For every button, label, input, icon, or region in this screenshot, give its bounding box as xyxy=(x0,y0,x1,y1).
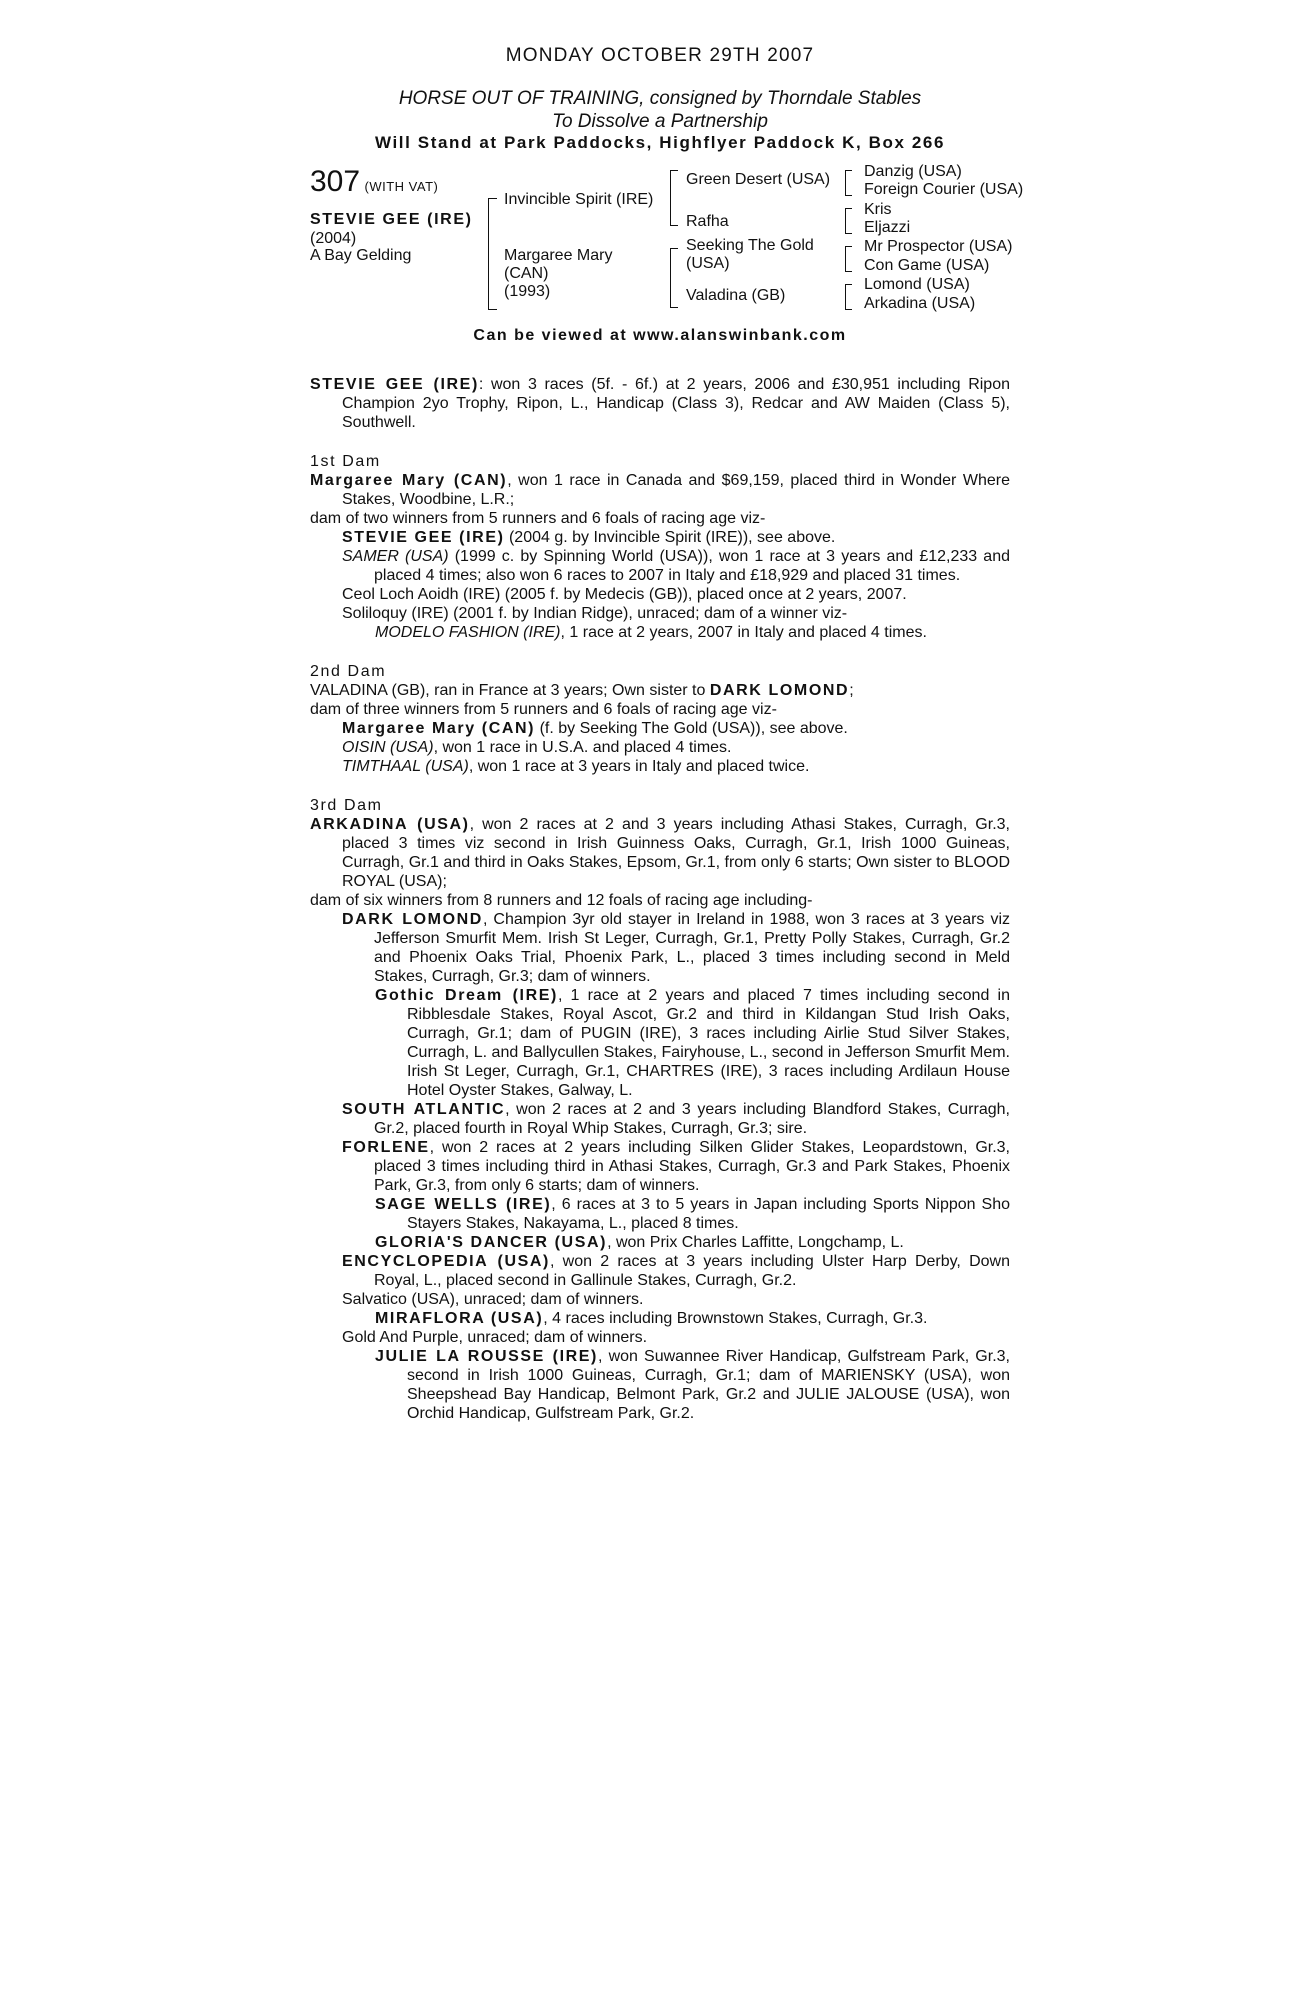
vat-note: (WITH VAT) xyxy=(364,179,439,194)
produce-text: , won 2 races at 3 years including Ulster Harp Derby, Down Royal, L., placed second in Gallinule Stakes, Curragh, Gr.2. xyxy=(374,1253,1010,1289)
produce-name: OISIN (USA) xyxy=(342,739,434,756)
third-dam-name: ARKADINA (USA) xyxy=(310,816,470,833)
third-dam-heading: 3rd Dam xyxy=(310,797,383,814)
produce-text: , 6 races at 3 to 5 years in Japan including Sports Nippon Sho Stayers Stakes, Nakayama, L., placed 8 times. xyxy=(407,1196,1011,1232)
pedigree-brace xyxy=(670,248,678,308)
produce-name: MODELO FASHION (IRE) xyxy=(375,624,561,641)
horse-description: A Bay Gelding xyxy=(310,247,412,264)
sire: Invincible Spirit (IRE) xyxy=(504,191,654,208)
produce-entry xyxy=(310,1347,1010,1423)
produce-entry xyxy=(310,547,1010,585)
produce-entry: Ceol Loch Aoidh (IRE) (2005 f. by Medecis (GB)), placed once at 2 years, 2007. xyxy=(342,586,907,603)
produce-name: Gothic Dream (IRE) xyxy=(375,987,558,1004)
first-dam-produce-line: dam of two winners from 5 runners and 6 foals of racing age viz- xyxy=(310,510,766,527)
produce-entry: Gold And Purple, unraced; dam of winners. xyxy=(342,1329,648,1346)
dam-dam: Valadina (GB) xyxy=(686,287,786,304)
dam-sire-line2: (USA) xyxy=(686,255,730,272)
produce-name: DARK LOMOND xyxy=(342,911,483,928)
second-dam-heading: 2nd Dam xyxy=(310,663,387,680)
first-dam-entry xyxy=(310,471,1010,509)
produce-name: SAMER (USA) xyxy=(342,548,449,565)
ped-sdd: Eljazzi xyxy=(864,219,911,236)
produce-text: , 4 races including Brownstown Stakes, Curragh, Gr.3. xyxy=(543,1310,928,1327)
horse-summary xyxy=(310,375,1010,432)
produce-name: ENCYCLOPEDIA (USA) xyxy=(342,1253,550,1270)
produce-name: SAGE WELLS (IRE) xyxy=(375,1196,552,1213)
produce-text: (1999 c. by Spinning World (USA)), won 1 race at 3 years and £12,233 and placed 4 times; also won 6 races to 2007 in Italy and £18,929 and placed 31 times. xyxy=(374,548,1010,584)
second-dam-text-end: ; xyxy=(849,682,854,699)
produce-name: GLORIA'S DANCER (USA) xyxy=(375,1234,608,1251)
produce-entry xyxy=(310,1252,1010,1290)
foal-year: (2004) xyxy=(310,230,357,247)
first-dam-text: , won 1 race in Canada and $69,159, placed third in Wonder Where Stakes, Woodbine, L.R.; xyxy=(342,472,1010,508)
ped-sds: Kris xyxy=(864,201,892,218)
produce-entry xyxy=(310,1100,1010,1138)
produce-entry xyxy=(310,623,1010,642)
lot-number-line xyxy=(310,166,438,198)
pedigree-brace xyxy=(845,284,852,310)
produce-entry xyxy=(310,757,1010,776)
third-dam-entry xyxy=(310,815,1010,891)
produce-entry xyxy=(310,1233,1010,1252)
produce-entry xyxy=(310,986,1010,1100)
sire-dam: Rafha xyxy=(686,213,729,230)
produce-name: TIMTHAAL (USA) xyxy=(342,758,469,775)
pedigree-brace xyxy=(488,198,497,310)
pedigree-block xyxy=(310,163,1024,324)
produce-text: , 1 race at 2 years and placed 7 times including second in Ribblesdale Stakes, Royal Ascot, Gr.2 and third in Kildangan Stud Irish Oaks, Curragh, Gr.1; dam of PUGIN (IRE), 3 races including Airlie Stud Silver Stakes, Curragh, L. and Ballycullen Stakes, Fairyhouse, L., second in Jefferson Smurfit Mem. Irish St Leger, Curragh, Gr.1, CHARTRES (IRE), 3 races including Ardilaun House Hotel Oyster Stakes, Galway, L. xyxy=(407,987,1010,1099)
lot-number: 307 xyxy=(310,165,361,198)
ped-sss: Danzig (USA) xyxy=(864,163,962,180)
pedigree-brace xyxy=(845,246,852,272)
dam-line3: (1993) xyxy=(504,283,551,300)
produce-text: , 1 race at 2 years, 2007 in Italy and placed 4 times. xyxy=(560,624,927,641)
ped-dds: Lomond (USA) xyxy=(864,276,970,293)
produce-text: , won 1 race in U.S.A. and placed 4 times. xyxy=(433,739,732,756)
catalogue-text xyxy=(310,375,1010,1423)
produce-name: STEVIE GEE (IRE) xyxy=(342,529,505,546)
produce-entry xyxy=(310,1195,1010,1233)
produce-text: , won Prix Charles Laffitte, Longchamp, L. xyxy=(607,1234,904,1251)
consignor-line: HORSE OUT OF TRAINING, consigned by Thorndale Stables xyxy=(398,88,922,109)
summary-horse-name: STEVIE GEE (IRE) xyxy=(310,376,479,393)
second-dam-entry xyxy=(310,681,1010,700)
third-dam-produce-line: dam of six winners from 8 runners and 12 foals of racing age including- xyxy=(310,892,813,909)
ped-ssd: Foreign Courier (USA) xyxy=(864,181,1024,198)
summary-text: : won 3 races (5f. - 6f.) at 2 years, 2006 and £30,951 including Ripon Champion 2yo Trophy, Ripon, L., Handicap (Class 3), Redcar and AW Maiden (Class 5), Southwell. xyxy=(342,376,1011,431)
produce-text: (2004 g. by Invincible Spirit (IRE)), see above. xyxy=(504,529,836,546)
produce-name: MIRAFLORA (USA) xyxy=(375,1310,544,1327)
produce-entry xyxy=(310,1309,1010,1328)
produce-text: , won 2 races at 2 years including Silken Glider Stakes, Leopardstown, Gr.3, placed 3 times including third in Athasi Stakes, Curragh, Gr.3 and Park Stakes, Phoenix Park, Gr.3, from only 6 starts; dam of winners. xyxy=(374,1139,1010,1194)
produce-name: FORLENE xyxy=(342,1139,430,1156)
produce-text: (f. by Seeking The Gold (USA)), see above. xyxy=(535,720,848,737)
produce-entry xyxy=(310,1138,1010,1195)
ped-ddd: Arkadina (USA) xyxy=(864,295,976,312)
sale-date: MONDAY OCTOBER 29TH 2007 xyxy=(505,45,815,66)
pedigree-brace xyxy=(845,208,852,234)
produce-entry xyxy=(310,528,1010,547)
consignment-note: To Dissolve a Partnership xyxy=(552,111,768,132)
catalogue-page xyxy=(310,45,1024,1423)
first-dam-name: Margaree Mary (CAN) xyxy=(310,472,508,489)
horse-name: STEVIE GEE (IRE) xyxy=(310,211,473,228)
produce-name: SOUTH ATLANTIC xyxy=(342,1101,506,1118)
produce-name: JULIE LA ROUSSE (IRE) xyxy=(375,1348,598,1365)
produce-text: , Champion 3yr old stayer in Ireland in 1988, won 3 races at 3 years viz Jefferson Smurfit Mem. Irish St Leger, Curragh, Gr.1, Pretty Polly Stakes, Curragh, Gr.2 and Phoenix Oaks Trial, Phoenix Park, L., placed 3 times including second in Meld Stakes, Curragh, Gr.3; dam of winners. xyxy=(374,911,1010,985)
second-dam-text: VALADINA (GB), ran in France at 3 years; Own sister to xyxy=(310,682,710,699)
produce-text: , won 2 races at 2 and 3 years including Blandford Stakes, Curragh, Gr.2, placed fourth in Royal Whip Stakes, Curragh, Gr.3; sire. xyxy=(374,1101,1010,1137)
ped-dsd: Con Game (USA) xyxy=(864,257,990,274)
pedigree-brace xyxy=(845,170,852,196)
ped-dss: Mr Prospector (USA) xyxy=(864,238,1013,255)
produce-entry: Soliloquy (IRE) (2001 f. by Indian Ridge), unraced; dam of a winner viz- xyxy=(342,605,848,622)
second-dam-produce-line: dam of three winners from 5 runners and 6 foals of racing age viz- xyxy=(310,701,777,718)
produce-text: , won Suwannee River Handicap, Gulfstream Park, Gr.3, second in Irish 1000 Guineas, Curragh, Gr.1; dam of MARIENSKY (USA), won Sheepshead Bay Handicap, Belmont Park, Gr.2 and JULIE JALOUSE (USA), won Orchid Handicap, Gulfstream Park, Gr.2. xyxy=(407,1348,1010,1422)
third-dam-text: , won 2 races at 2 and 3 years including Athasi Stakes, Curragh, Gr.3, placed 3 times viz second in Irish Guinness Oaks, Curragh, Gr.1, Irish 1000 Guineas, Curragh, Gr.1 and third in Oaks Stakes, Epsom, Gr.1, from only 6 starts; Own sister to BLOOD ROYAL (USA); xyxy=(342,816,1010,890)
produce-entry xyxy=(310,738,1010,757)
dam-sire-line1: Seeking The Gold xyxy=(686,237,814,254)
sire-sire: Green Desert (USA) xyxy=(686,171,831,188)
second-dam-sibling: DARK LOMOND xyxy=(709,682,850,699)
produce-entry xyxy=(310,910,1010,986)
first-dam-heading: 1st Dam xyxy=(310,453,381,470)
produce-name: Margaree Mary (CAN) xyxy=(342,720,536,737)
produce-text: , won 1 race at 3 years in Italy and placed twice. xyxy=(468,758,810,775)
produce-entry: Salvatico (USA), unraced; dam of winners. xyxy=(342,1291,644,1308)
dam-line2: (CAN) xyxy=(504,265,549,282)
viewing-note: Can be viewed at www.alanswinbank.com xyxy=(473,327,847,344)
pedigree-brace xyxy=(670,170,678,226)
dam-line1: Margaree Mary xyxy=(504,247,613,264)
stand-location: Will Stand at Park Paddocks, Highflyer Paddock K, Box 266 xyxy=(374,133,946,152)
produce-entry xyxy=(310,719,1010,738)
